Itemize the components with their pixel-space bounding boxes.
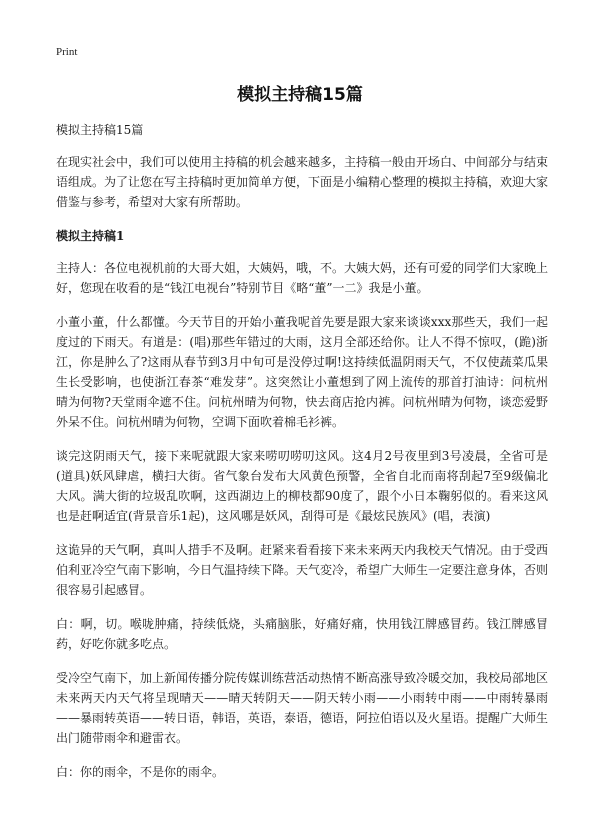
document-subtitle: 模拟主持稿15篇 [56,123,144,137]
paragraph: 小董小董，什么都懂。今天节目的开始小董我呢首先要是跟大家来谈谈xxx那些天，我们一起度过的下雨天。有道是：(唱)那些年错过的大雨，这月全部还给你。让人不得不惊叹，(跪)浙江，你是肿么了?这雨从春节到3月中旬可是没停过啊!这持续低温阴雨天气，不仅使蔬菜瓜果生长受影响，也使浙江春茶“难发芽”。这突然让小董想到了网上流传的那首打油诗：问杭州晴为何物?天堂雨伞遮不住。问杭州晴为何物，快去商店抢内裤。问杭州晴为何物，谈恋爱野外呆不住。问杭州晴为何物，空调下面吹着棉毛衫裤。 [56,315,548,429]
section-heading: 模拟主持稿1 [56,229,125,243]
intro-paragraph: 在现实社会中，我们可以使用主持稿的机会越来越多，主持稿一般由开场白、中间部分与结束语组成。为了让您在写主持稿时更加简单方便，下面是小编精心整理的模拟主持稿，欢迎大家借鉴与参考，希望对大家有所帮助。 [56,155,549,209]
paragraph: 主持人：各位电视机前的大哥大姐，大姨妈，哦，不。大姨大妈，还有可爱的同学们大家晚上好，您现在收看的是“钱江电视台”特别节目《略“董”一二》我是小董。 [56,261,549,295]
paragraph: 这诡异的天气啊，真叫人措手不及啊。赶紧来看看接下来未来两天内我校天气情况。由于受西伯利亚冷空气南下影响，今日气温持续下降。天气変冷，希望广大师生一定要注意身体，否则很容易引起感冒。 [56,543,549,597]
print-label: Print [56,46,78,58]
page-title: 模拟主持稿15篇 [237,85,363,105]
paragraph: 白：你的雨伞，不是你的雨伞。 [56,765,225,779]
paragraph: 白：啊，切。喉咙肿痛，持续低烧，头痛脑胀，好痛好痛，快用钱江牌感冒药。钱江牌感冒药，好吃你就多吃点。 [56,617,548,651]
paragraph: 谈完这阴雨天气，接下来呢就跟大家来唠叨唠叨这风。这4月2号夜里到3号凌晨，全省可是(道具)妖风肆虐，横扫大街。省气象台发布大风黄色预警，全省自北而南将刮起7至9级偏北大风。满大街的垃圾乱吹啊，这西湖边上的柳枝都90度了，跟个小日本鞠躬似的。看来这风也是赶啊适宜(背景音乐1起)，这风哪是妖风，刮得可是《最炫民族风》(唱，表演) [56,449,548,523]
paragraph: 受冷空气南下，加上新闻传播分院传媒训练营活动热情不断高涨导致冷暖交加，我校局部地区未来两天内天气将呈现晴天——晴天转阴天——阴天转小雨——小雨转中雨——中雨转暴雨——暴雨转英语——转日语，韩语，英语，泰语，德语，阿拉伯语以及火星语。提醒广大师生出门随带雨伞和避雷衣。 [56,671,549,745]
document-body [56,120,548,796]
